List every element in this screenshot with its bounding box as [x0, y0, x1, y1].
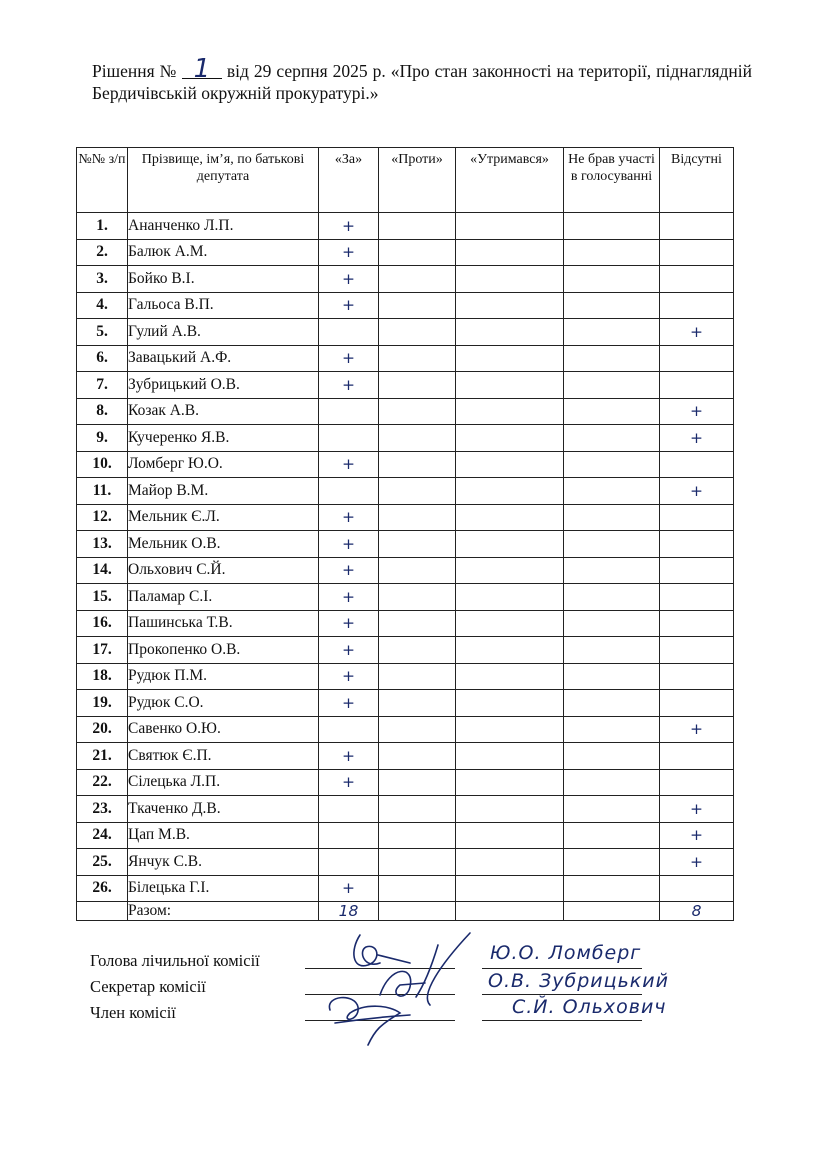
vote-for-mark — [319, 478, 379, 505]
deputy-name: Майор В.М. — [128, 478, 319, 505]
vote-against-cell — [379, 531, 456, 558]
vote-against-cell — [379, 451, 456, 478]
row-number: 22. — [77, 769, 128, 796]
vote-for-mark — [319, 822, 379, 849]
header-row — [77, 148, 734, 213]
vote-abstained-cell — [456, 319, 564, 346]
vote-for-mark: + — [319, 557, 379, 584]
vote-for-mark — [319, 398, 379, 425]
vote-for-mark: + — [319, 266, 379, 293]
deputy-name: Пашинська Т.В. — [128, 610, 319, 637]
vote-for-mark: + — [319, 663, 379, 690]
table-row — [77, 690, 734, 717]
deputy-name: Ананченко Л.П. — [128, 213, 319, 240]
vote-abstained-cell — [456, 796, 564, 823]
vote-abstained-cell — [456, 213, 564, 240]
deputy-name: Завацький А.Ф. — [128, 345, 319, 372]
not-voting-cell — [564, 478, 660, 505]
vote-against-cell — [379, 796, 456, 823]
col-header-for: «За» — [319, 148, 379, 213]
member-name-line — [482, 1020, 642, 1021]
not-voting-cell — [564, 663, 660, 690]
row-number: 5. — [77, 319, 128, 346]
absent-mark: + — [660, 822, 734, 849]
absent-mark — [660, 451, 734, 478]
vote-for-mark: + — [319, 239, 379, 266]
deputy-name: Цап М.В. — [128, 822, 319, 849]
absent-mark — [660, 504, 734, 531]
not-voting-cell — [564, 531, 660, 558]
not-voting-cell — [564, 504, 660, 531]
not-voting-cell — [564, 239, 660, 266]
vote-abstained-cell — [456, 266, 564, 293]
vote-for-mark: + — [319, 610, 379, 637]
decision-prefix: Рішення № — [92, 61, 177, 81]
col-header-absent: Відсутні — [660, 148, 734, 213]
table-row — [77, 637, 734, 664]
table-row — [77, 796, 734, 823]
vote-for-mark: + — [319, 690, 379, 717]
absent-mark: + — [660, 849, 734, 876]
vote-abstained-cell — [456, 875, 564, 902]
table-row — [77, 822, 734, 849]
not-voting-cell — [564, 292, 660, 319]
decision-title — [92, 54, 752, 104]
vote-against-cell — [379, 584, 456, 611]
not-voting-cell — [564, 451, 660, 478]
row-number: 9. — [77, 425, 128, 452]
vote-against-cell — [379, 504, 456, 531]
vote-table — [76, 147, 734, 921]
deputy-name: Зубрицький О.В. — [128, 372, 319, 399]
row-number: 17. — [77, 637, 128, 664]
row-number: 10. — [77, 451, 128, 478]
handwritten-signatures-icon — [320, 925, 480, 1055]
not-voting-cell — [564, 584, 660, 611]
absent-mark — [660, 690, 734, 717]
vote-for-mark: + — [319, 743, 379, 770]
deputy-name: Мельник О.В. — [128, 531, 319, 558]
not-voting-cell — [564, 875, 660, 902]
vote-for-mark: + — [319, 451, 379, 478]
row-number: 1. — [77, 213, 128, 240]
vote-abstained-cell — [456, 743, 564, 770]
absent-mark — [660, 875, 734, 902]
deputy-name: Балюк А.М. — [128, 239, 319, 266]
table-row — [77, 345, 734, 372]
table-row — [77, 557, 734, 584]
row-number: 7. — [77, 372, 128, 399]
deputy-name: Бойко В.І. — [128, 266, 319, 293]
vote-against-cell — [379, 239, 456, 266]
vote-for-mark: + — [319, 345, 379, 372]
deputy-name: Білецька Г.І. — [128, 875, 319, 902]
vote-abstained-cell — [456, 716, 564, 743]
table-row — [77, 213, 734, 240]
table-row — [77, 504, 734, 531]
deputy-name: Сілецька Л.П. — [128, 769, 319, 796]
row-number: 13. — [77, 531, 128, 558]
total-absent: 8 — [660, 902, 734, 921]
vote-against-cell — [379, 637, 456, 664]
vote-for-mark — [319, 425, 379, 452]
table-row — [77, 584, 734, 611]
table-row — [77, 372, 734, 399]
vote-against-cell — [379, 345, 456, 372]
vote-against-cell — [379, 213, 456, 240]
absent-mark — [660, 213, 734, 240]
decision-text: від 29 серпня 2025 р. «Про стан законності на території, піднаглядній Бердичівській окружній прокуратурі.» — [92, 61, 752, 103]
decision-number: 1 — [182, 60, 222, 79]
not-voting-cell — [564, 557, 660, 584]
total-against — [379, 902, 456, 921]
col-header-name: Прізвище, ім’я, по батькові депутата — [128, 148, 319, 213]
vote-abstained-cell — [456, 345, 564, 372]
secretary-name: О.В. Зубрицький — [488, 970, 669, 992]
vote-for-mark — [319, 796, 379, 823]
vote-abstained-cell — [456, 610, 564, 637]
vote-for-mark: + — [319, 504, 379, 531]
vote-against-cell — [379, 425, 456, 452]
vote-abstained-cell — [456, 451, 564, 478]
chair-label: Голова лічильної комісії — [90, 951, 260, 970]
deputy-name: Ткаченко Д.В. — [128, 796, 319, 823]
vote-against-cell — [379, 663, 456, 690]
table-row — [77, 663, 734, 690]
not-voting-cell — [564, 822, 660, 849]
not-voting-cell — [564, 610, 660, 637]
row-number: 12. — [77, 504, 128, 531]
secretary-name-line — [482, 994, 642, 995]
chair-name-line — [482, 968, 642, 969]
absent-mark — [660, 610, 734, 637]
absent-mark — [660, 531, 734, 558]
row-number: 26. — [77, 875, 128, 902]
vote-for-mark: + — [319, 637, 379, 664]
not-voting-cell — [564, 769, 660, 796]
row-number: 24. — [77, 822, 128, 849]
table-row — [77, 451, 734, 478]
table-row — [77, 239, 734, 266]
table-row — [77, 425, 734, 452]
vote-against-cell — [379, 478, 456, 505]
total-row — [77, 902, 734, 921]
table-row — [77, 266, 734, 293]
total-not-voting — [564, 902, 660, 921]
absent-mark: + — [660, 398, 734, 425]
vote-abstained-cell — [456, 239, 564, 266]
total-abstained — [456, 902, 564, 921]
table-row — [77, 319, 734, 346]
deputy-name: Рудюк С.О. — [128, 690, 319, 717]
row-number: 19. — [77, 690, 128, 717]
deputy-name: Янчук С.В. — [128, 849, 319, 876]
absent-mark — [660, 239, 734, 266]
vote-abstained-cell — [456, 690, 564, 717]
member-name: С.Й. Ольхович — [512, 996, 667, 1018]
vote-against-cell — [379, 319, 456, 346]
deputy-name: Кучеренко Я.В. — [128, 425, 319, 452]
deputy-name: Прокопенко О.В. — [128, 637, 319, 664]
not-voting-cell — [564, 372, 660, 399]
deputy-name: Ломберг Ю.О. — [128, 451, 319, 478]
row-number: 3. — [77, 266, 128, 293]
row-number: 6. — [77, 345, 128, 372]
absent-mark: + — [660, 478, 734, 505]
not-voting-cell — [564, 716, 660, 743]
row-number: 11. — [77, 478, 128, 505]
vote-for-mark: + — [319, 584, 379, 611]
deputy-name: Савенко О.Ю. — [128, 716, 319, 743]
not-voting-cell — [564, 849, 660, 876]
total-empty-cell — [77, 902, 128, 921]
signature-block — [90, 948, 260, 1026]
vote-abstained-cell — [456, 849, 564, 876]
col-header-number: №№ з/п — [77, 148, 128, 213]
row-number: 20. — [77, 716, 128, 743]
deputy-name: Рудюк П.М. — [128, 663, 319, 690]
chair-name: Ю.О. Ломберг — [490, 942, 642, 964]
vote-against-cell — [379, 557, 456, 584]
not-voting-cell — [564, 319, 660, 346]
vote-abstained-cell — [456, 398, 564, 425]
row-number: 4. — [77, 292, 128, 319]
row-number: 21. — [77, 743, 128, 770]
not-voting-cell — [564, 690, 660, 717]
table-row — [77, 769, 734, 796]
col-header-against: «Проти» — [379, 148, 456, 213]
table-row — [77, 478, 734, 505]
col-header-abstained: «Утримався» — [456, 148, 564, 213]
deputy-name: Паламар С.І. — [128, 584, 319, 611]
row-number: 25. — [77, 849, 128, 876]
not-voting-cell — [564, 213, 660, 240]
total-for: 18 — [319, 902, 379, 921]
table-row — [77, 875, 734, 902]
vote-abstained-cell — [456, 372, 564, 399]
vote-abstained-cell — [456, 557, 564, 584]
not-voting-cell — [564, 266, 660, 293]
not-voting-cell — [564, 345, 660, 372]
absent-mark — [660, 557, 734, 584]
absent-mark — [660, 372, 734, 399]
absent-mark — [660, 345, 734, 372]
vote-abstained-cell — [456, 478, 564, 505]
vote-against-cell — [379, 292, 456, 319]
vote-against-cell — [379, 875, 456, 902]
not-voting-cell — [564, 796, 660, 823]
vote-abstained-cell — [456, 637, 564, 664]
vote-for-mark: + — [319, 875, 379, 902]
row-number: 15. — [77, 584, 128, 611]
member-label: Член комісії — [90, 1003, 176, 1022]
deputy-name: Гулий А.В. — [128, 319, 319, 346]
not-voting-cell — [564, 743, 660, 770]
vote-against-cell — [379, 266, 456, 293]
vote-for-mark: + — [319, 292, 379, 319]
absent-mark — [660, 663, 734, 690]
table-row — [77, 849, 734, 876]
secretary-label: Секретар комісії — [90, 977, 206, 996]
row-number: 2. — [77, 239, 128, 266]
absent-mark: + — [660, 319, 734, 346]
vote-abstained-cell — [456, 769, 564, 796]
vote-for-mark: + — [319, 769, 379, 796]
absent-mark — [660, 769, 734, 796]
vote-against-cell — [379, 769, 456, 796]
not-voting-cell — [564, 637, 660, 664]
vote-against-cell — [379, 849, 456, 876]
absent-mark: + — [660, 716, 734, 743]
absent-mark: + — [660, 796, 734, 823]
absent-mark — [660, 584, 734, 611]
vote-abstained-cell — [456, 425, 564, 452]
row-number: 23. — [77, 796, 128, 823]
vote-against-cell — [379, 822, 456, 849]
vote-abstained-cell — [456, 531, 564, 558]
vote-abstained-cell — [456, 292, 564, 319]
vote-against-cell — [379, 610, 456, 637]
vote-abstained-cell — [456, 663, 564, 690]
vote-abstained-cell — [456, 822, 564, 849]
table-row — [77, 716, 734, 743]
absent-mark — [660, 637, 734, 664]
table-row — [77, 292, 734, 319]
deputy-name: Святюк Є.П. — [128, 743, 319, 770]
absent-mark — [660, 743, 734, 770]
vote-against-cell — [379, 398, 456, 425]
vote-for-mark: + — [319, 372, 379, 399]
total-label: Разом: — [128, 902, 319, 921]
deputy-name: Мельник Є.Л. — [128, 504, 319, 531]
vote-abstained-cell — [456, 504, 564, 531]
vote-for-mark — [319, 716, 379, 743]
vote-for-mark — [319, 849, 379, 876]
row-number: 16. — [77, 610, 128, 637]
vote-against-cell — [379, 743, 456, 770]
table-row — [77, 398, 734, 425]
deputy-name: Ольхович С.Й. — [128, 557, 319, 584]
vote-against-cell — [379, 716, 456, 743]
vote-for-mark — [319, 319, 379, 346]
table-row — [77, 610, 734, 637]
absent-mark — [660, 292, 734, 319]
not-voting-cell — [564, 398, 660, 425]
deputy-name: Козак А.В. — [128, 398, 319, 425]
vote-abstained-cell — [456, 584, 564, 611]
deputy-name: Гальоса В.П. — [128, 292, 319, 319]
row-number: 14. — [77, 557, 128, 584]
row-number: 18. — [77, 663, 128, 690]
table-row — [77, 743, 734, 770]
row-number: 8. — [77, 398, 128, 425]
vote-for-mark: + — [319, 531, 379, 558]
absent-mark — [660, 266, 734, 293]
vote-against-cell — [379, 690, 456, 717]
vote-against-cell — [379, 372, 456, 399]
table-row — [77, 531, 734, 558]
vote-for-mark: + — [319, 213, 379, 240]
col-header-not-voting: Не брав участі в голосуванні — [564, 148, 660, 213]
not-voting-cell — [564, 425, 660, 452]
absent-mark: + — [660, 425, 734, 452]
